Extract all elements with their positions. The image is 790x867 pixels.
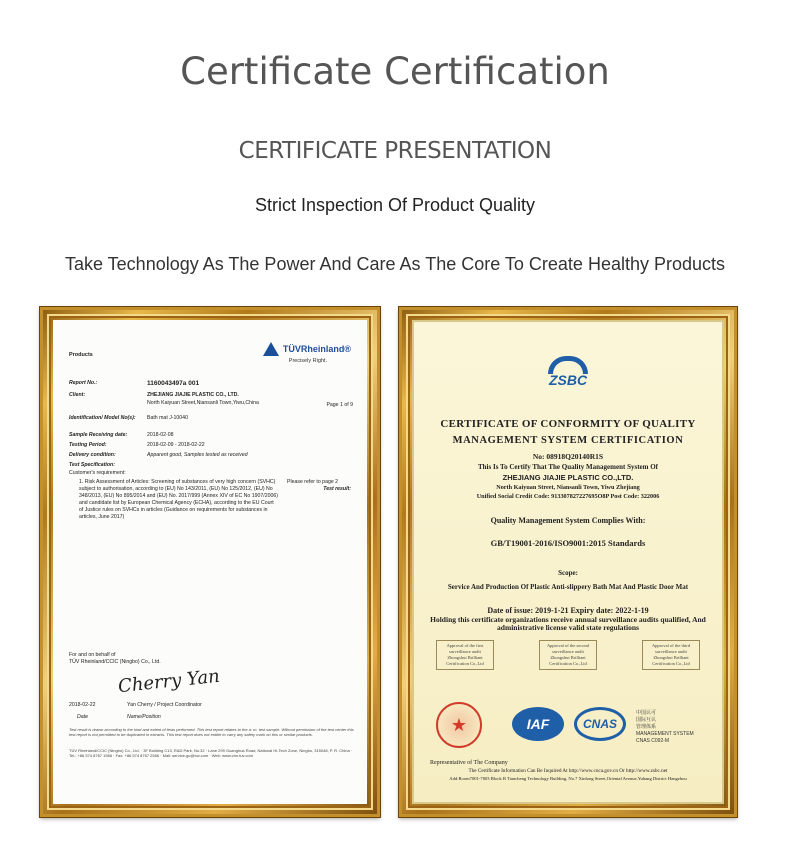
field-value: North Kaiyuan Street,Niansanli Town,Yiwu,China — [147, 399, 259, 406]
certificate-title-line-1: CERTIFICATE OF CONFORMITY OF QUALITY — [440, 418, 696, 430]
tagline-technology: Take Technology As The Power And Care As The Core To Create Healthy Products — [64, 254, 726, 274]
issue-expiry-dates: Date of issue: 2019-1-21 Expiry date: 2022-1-19 — [487, 606, 649, 615]
credit-code: Unified Social Credit Code: 913307827227695O8P Post Code: 322006 — [476, 493, 660, 500]
iso-certificate — [412, 320, 724, 804]
section-subtitle: CERTIFICATE PRESENTATION — [238, 138, 552, 164]
field-value: 2018-02-08 — [147, 431, 174, 438]
field-value: ZHEJIANG JIAJIE PLASTIC CO., LTD. — [147, 391, 239, 398]
sign-date: 2018-02-22 — [69, 702, 96, 708]
report-number: 1160043497a 001 — [147, 380, 200, 387]
report-field-row — [69, 452, 353, 459]
field-label: Test Specification: — [69, 461, 115, 468]
tagline-quality: Strict Inspection Of Product Quality — [254, 195, 536, 215]
certify-statement: This Is To Certify That The Quality Management System Of — [477, 463, 658, 471]
zsbc-emblem-icon — [538, 356, 598, 396]
complies-statement: Quality Management System Complies With: — [490, 516, 646, 525]
field-value: 2018-02-09 - 2018-02-22 — [147, 441, 205, 448]
field-label: Identification/ Model No(s): — [69, 414, 136, 421]
date-label: Date — [77, 714, 88, 720]
certificate-frame-tuv[interactable] — [40, 307, 380, 817]
inquiry-footer: The Certificate Information Can Be Inquired At http://www.cnca.gov.cn Or http://www.zsbc.net — [468, 768, 668, 774]
zsbc-logo-text: ZSBC — [548, 372, 588, 388]
customer-requirement-label: Customer's requirement: — [69, 469, 126, 476]
representative-label: Representative of The Company — [430, 760, 508, 766]
cnas-logo: CNAS — [574, 707, 626, 741]
field-label: Delivery condition: — [69, 451, 116, 458]
standard: GB/T19001-2016/ISO9001:2015 Standards — [490, 538, 646, 548]
on-behalf-of: For and on behalf of TÜV Rheinland/CCIC (Ningbo) Co., Ltd. — [69, 652, 161, 666]
field-label: Report No.: — [69, 380, 98, 386]
audit-box-second: Approval of the second surveillance audit Zhongshui Brilliant Certification Co.,Ltd — [539, 640, 597, 670]
report-field-row — [69, 462, 353, 469]
requirement-block — [69, 479, 353, 521]
report-field-row — [69, 380, 353, 389]
audit-box-third: Approval of the third surveillance audit Zhongshui Brilliant Certification Co.,Ltd — [642, 640, 700, 670]
signature-labels — [77, 714, 161, 721]
requirement-text: 1. Risk Assessment of Articles: Screening of substances of very high concern (SVHC) subject to authorisation, according to (EU) No 143/2011, (EU) No 125/2012, (EU) No 348/2013, (EU) No 895/2014 and (EU) No. 2017/999 (Annex XIV of EC No 1907/2006) and candidate list by European Chemical Agency (ECHA), according to the EU Court of Justice rules on SVHCs in articles (Guidance on requirements for substances in articles, June 2017) — [79, 478, 278, 520]
certificate-number: No: 08918Q20140R1S — [532, 452, 604, 461]
address-footer: Add:Room7001-7003 Block B Tiancheng Technology Building, No.7 Xinlong Street,Oriental Avenue,Yuhang District Hangzhou — [449, 776, 687, 781]
tuv-address: TÜV Rheinland/CCIC (Ningbo) Co., Ltd. · 3F Building C13, R&D Park, No.32 · Lane 299 Guanghua Road, National Hi-Tech Zone, Ningbo, 315048, P. R. China · Tel.: +86 574 8767 1566 · Fax: +86 574 8767 2566 · Mail: service-gc@tuv.com · Web: www.chn.tuv.com — [69, 748, 353, 759]
tuv-triangle-icon — [263, 342, 279, 356]
test-result-label: Test result: — [323, 486, 351, 492]
report-field-row — [69, 442, 353, 449]
company-seal-icon — [436, 702, 482, 748]
handwritten-signature: Cherry Yan — [117, 665, 221, 698]
report-field-row — [69, 400, 353, 407]
report-field-row — [69, 415, 353, 422]
company-address: North Kaiyuan Street, Niansanli Town, Yiwu Zhejiang — [496, 484, 640, 491]
zsbc-logo — [414, 356, 722, 401]
products-label: Products — [69, 352, 93, 358]
cnas-side-text: 中国认可 国际互认 管理体系 MANAGEMENT SYSTEM CNAS C092-M — [636, 710, 694, 744]
field-value — [147, 462, 353, 469]
field-label: Client: — [69, 391, 86, 398]
field-label: Sample Receiving date: — [69, 431, 128, 438]
report-field-row — [69, 432, 353, 439]
fine-print: Test result is drawn according to the kind and extent of tests performed. This test report relates to the a. m. test sample. Without permission of the test center this test report is not permitted to be duplicated in extracts. This test report does not entitle to carry any safety mark on this or similar products. — [69, 727, 354, 738]
tuv-brand: TÜVRheinland® — [282, 343, 351, 354]
report-fields — [69, 380, 353, 521]
tuv-header — [69, 342, 353, 372]
scope-text: Service And Production Of Plastic Anti-slippery Bath Mat And Plastic Door Mat — [447, 583, 689, 591]
field-value: Apparent good, Samples tested as received — [147, 451, 248, 458]
surveillance-audits — [436, 640, 700, 670]
field-label — [69, 400, 147, 407]
holding-statement: Holding this certificate organizations receive annual surveillance audits qualified, And administrative license valid state regulations — [430, 615, 706, 632]
sign-name: Yan Cherry / Project Coordinator — [127, 702, 202, 708]
certificate-title-line-2: MANAGEMENT SYSTEM CERTIFICATION — [452, 435, 684, 446]
tuv-logo — [263, 342, 351, 356]
requirement-reference: Please refer to page 2 — [287, 478, 339, 485]
certificate-frame-iso[interactable] — [399, 307, 737, 817]
page-number: Page 1 of 9 — [326, 402, 353, 408]
report-field-row — [69, 392, 353, 399]
field-value: Bath mat J-10040 — [147, 414, 188, 421]
tuv-brand-tagline: Precisely Right. — [288, 358, 327, 364]
iaf-logo: IAF — [512, 707, 564, 741]
tuv-test-report — [53, 320, 367, 804]
page-title: Certificate Certification — [180, 50, 610, 93]
scope-label: Scope: — [558, 569, 578, 577]
company-name: ZHEJIANG JIAJIE PLASTIC CO.,LTD. — [502, 473, 634, 482]
name-position-label: Name/Position — [127, 714, 161, 720]
signature-row — [69, 702, 359, 709]
audit-box-first: Approval of the first surveillance audit Zhongshui Brilliant Certification Co.,Ltd — [436, 640, 494, 670]
seal-star-icon: ★ — [450, 715, 468, 735]
field-label: Testing Period: — [69, 441, 107, 448]
